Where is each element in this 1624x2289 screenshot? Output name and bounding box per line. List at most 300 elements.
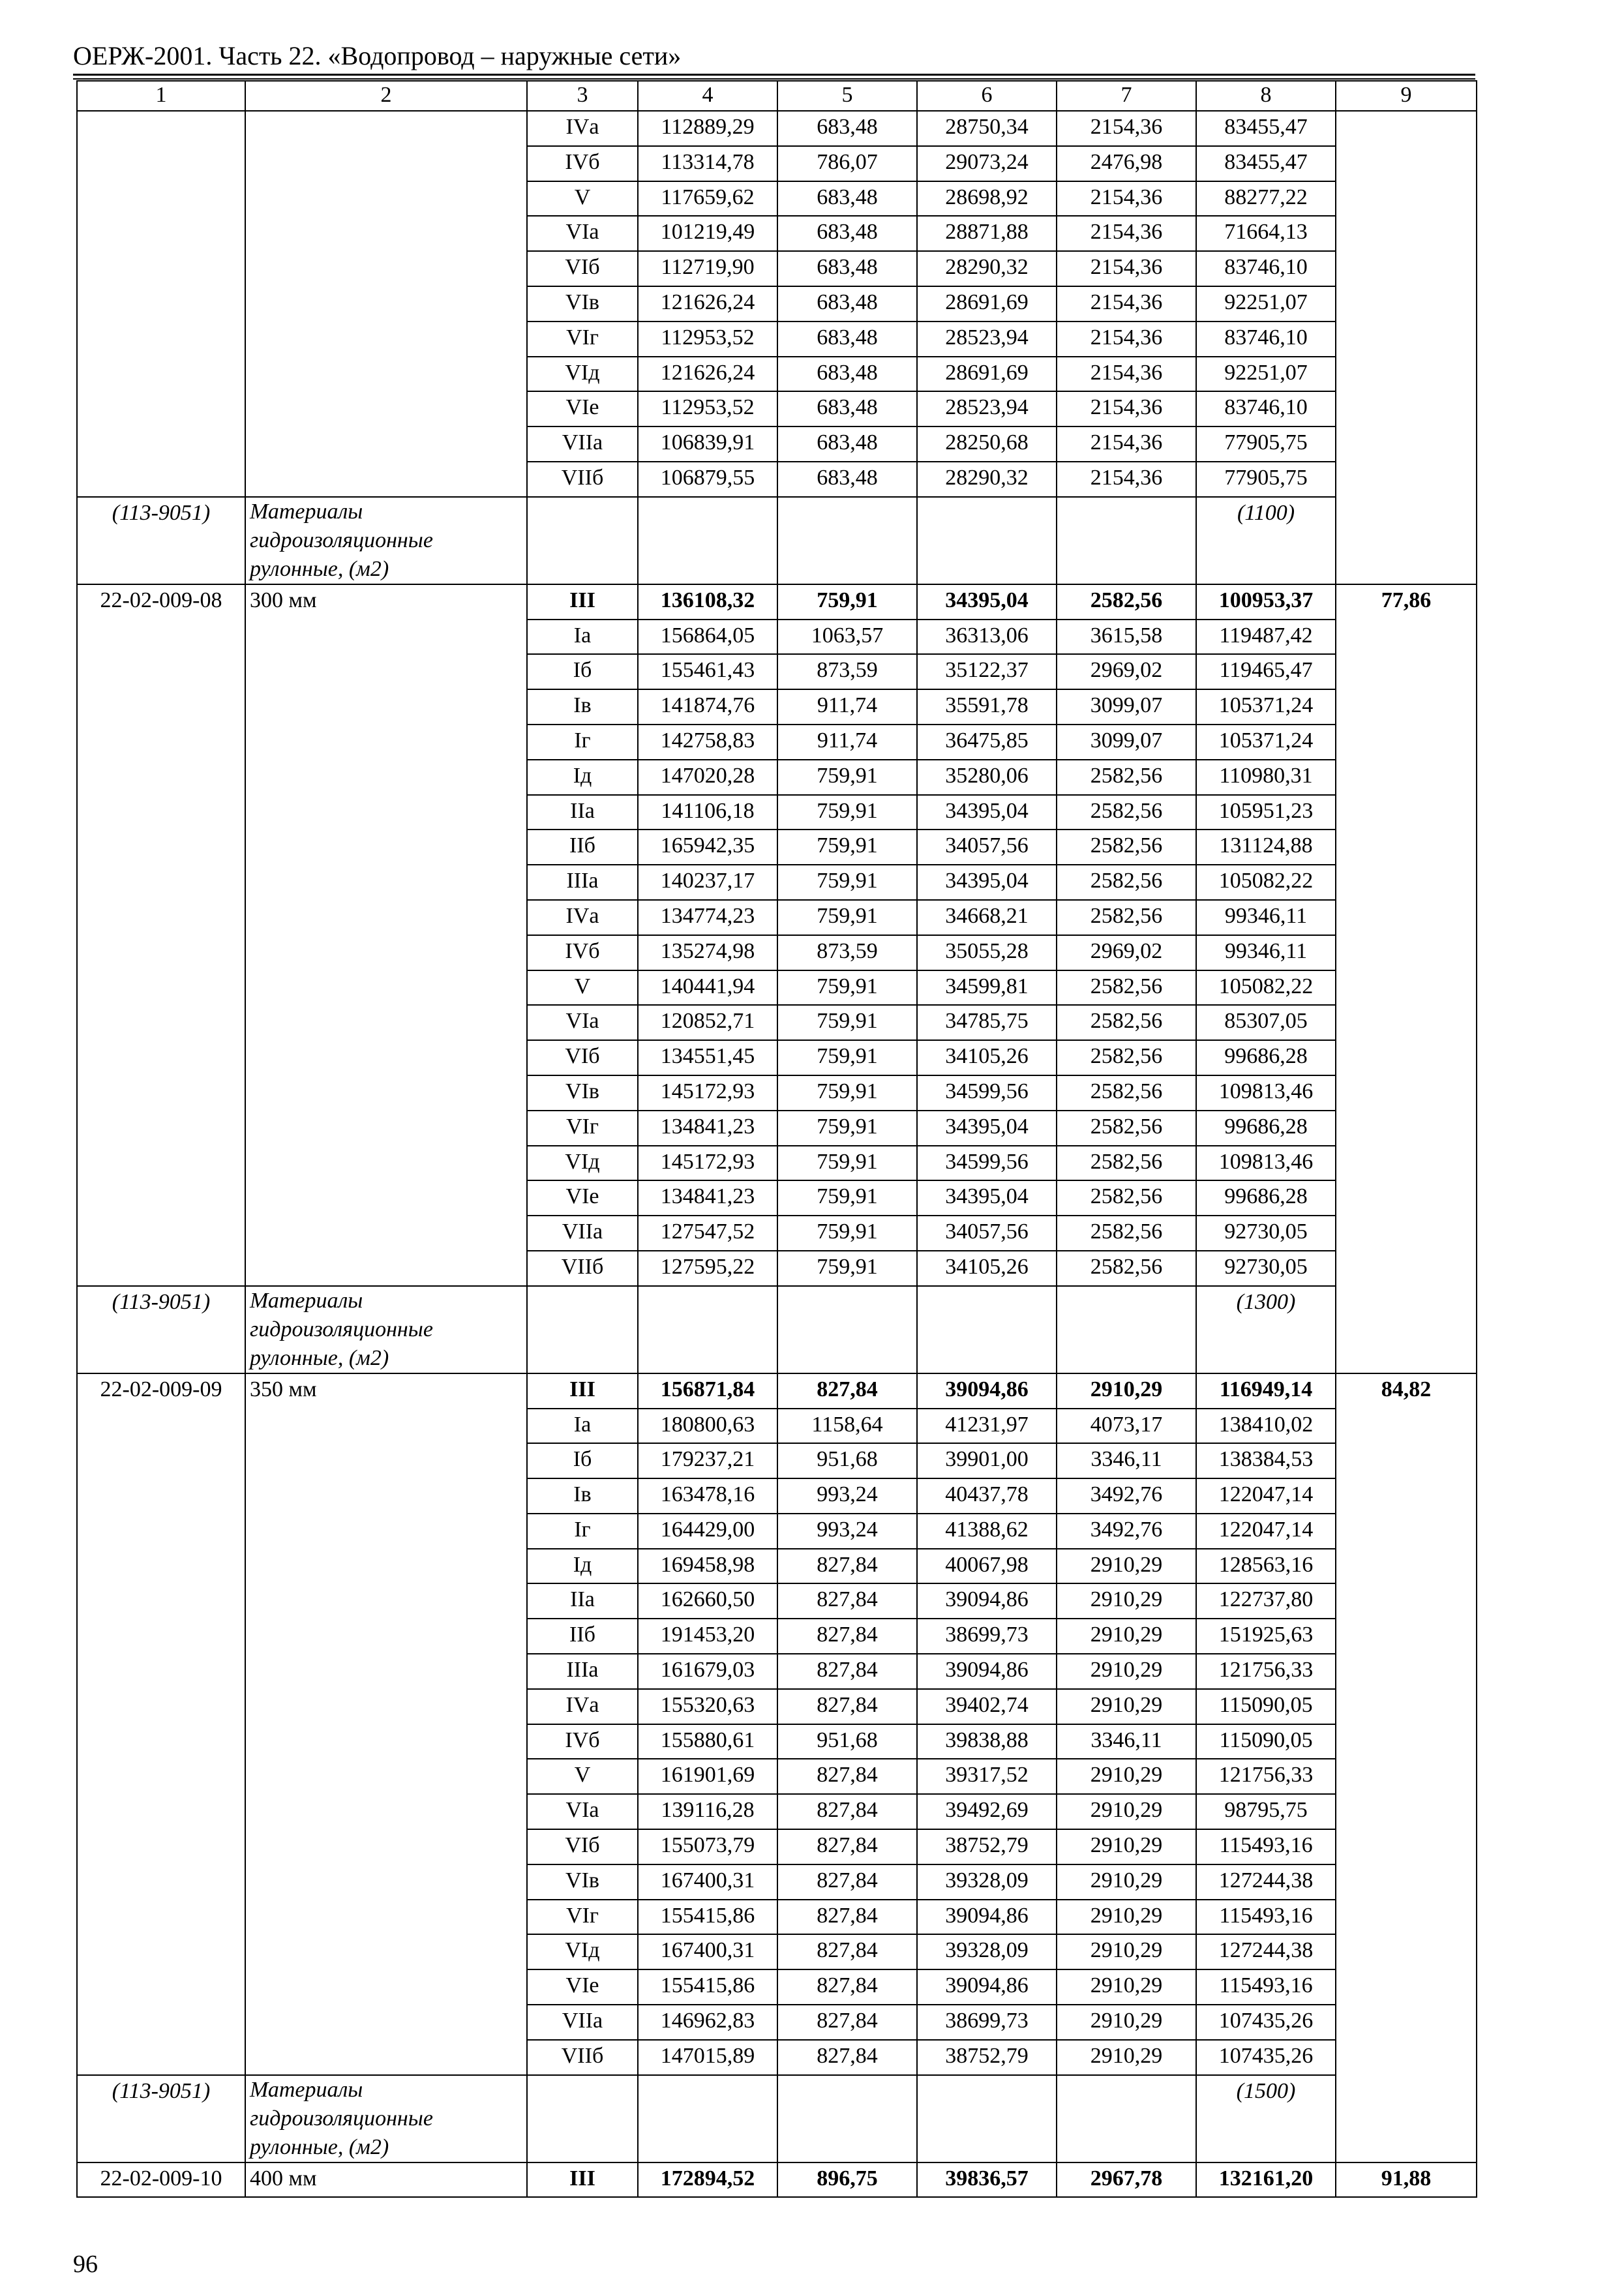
value-cell: 827,84	[777, 1829, 917, 1864]
value-cell: 2582,56	[1057, 584, 1196, 620]
value-cell: 92251,07	[1196, 286, 1336, 322]
empty-cell	[1057, 497, 1196, 584]
value-cell: 127547,52	[638, 1216, 777, 1251]
zone-cell: VIг	[527, 1111, 638, 1146]
value-cell: 141106,18	[638, 795, 777, 830]
value-cell: 112953,52	[638, 322, 777, 357]
value-cell: 115090,05	[1196, 1689, 1336, 1724]
empty-cell	[777, 1286, 917, 1373]
value-cell: 2154,36	[1057, 357, 1196, 392]
value-cell: 99346,11	[1196, 935, 1336, 970]
zone-cell: VIб	[527, 1829, 638, 1864]
value-cell: 155461,43	[638, 654, 777, 689]
value-cell: 2910,29	[1057, 1619, 1196, 1654]
value-cell: 115493,16	[1196, 1900, 1336, 1935]
value-cell: 28750,34	[917, 111, 1057, 146]
value-cell: 180800,63	[638, 1409, 777, 1444]
value-cell: 759,91	[777, 1146, 917, 1181]
value-cell: 3346,11	[1057, 1443, 1196, 1478]
value-cell: 119487,42	[1196, 620, 1336, 655]
zone-cell: IIб	[527, 1619, 638, 1654]
value-cell: 683,48	[777, 462, 917, 497]
value-cell: 28691,69	[917, 357, 1057, 392]
value-cell: 38752,79	[917, 2040, 1057, 2075]
value-cell: 2910,29	[1057, 1654, 1196, 1689]
value-cell: 92730,05	[1196, 1251, 1336, 1286]
value-cell: 2582,56	[1057, 1005, 1196, 1040]
value-cell: 2582,56	[1057, 830, 1196, 865]
value-cell: 162660,50	[638, 1583, 777, 1619]
value-cell: 71664,13	[1196, 216, 1336, 251]
value-cell: 39328,09	[917, 1934, 1057, 1969]
value-cell: 827,84	[777, 1934, 917, 1969]
value-cell: 147015,89	[638, 2040, 777, 2075]
value-cell: 39094,86	[917, 1583, 1057, 1619]
value-cell: 151925,63	[1196, 1619, 1336, 1654]
value-cell: 122047,14	[1196, 1478, 1336, 1514]
value-cell: 683,48	[777, 286, 917, 322]
value-cell: 2582,56	[1057, 1075, 1196, 1111]
value-cell: 34395,04	[917, 795, 1057, 830]
value-cell: 38699,73	[917, 1619, 1057, 1654]
zone-cell: IIа	[527, 795, 638, 830]
value-cell: 827,84	[777, 2040, 917, 2075]
column-number: 6	[917, 81, 1057, 111]
column-number: 5	[777, 81, 917, 111]
zone-cell: Iб	[527, 1443, 638, 1478]
value-cell: 155415,86	[638, 1969, 777, 2005]
value-cell: 40437,78	[917, 1478, 1057, 1514]
value-cell: 116949,14	[1196, 1373, 1336, 1409]
value-cell: 132161,20	[1196, 2162, 1336, 2198]
value-cell: 35122,37	[917, 654, 1057, 689]
value-cell: 39094,86	[917, 1900, 1057, 1935]
value-cell: 34395,04	[917, 865, 1057, 900]
zone-cell: VIе	[527, 391, 638, 426]
zone-cell: IVа	[527, 1689, 638, 1724]
value-cell: 759,91	[777, 584, 917, 620]
position-description: 300 мм	[245, 584, 527, 1286]
zone-cell: III	[527, 584, 638, 620]
value-cell: 83455,47	[1196, 111, 1336, 146]
value-cell: 2582,56	[1057, 970, 1196, 1006]
zone-cell: Iа	[527, 1409, 638, 1444]
value-cell: 2582,56	[1057, 795, 1196, 830]
value-cell: 2582,56	[1057, 1180, 1196, 1216]
table-row	[77, 111, 1477, 146]
value-cell: 98795,75	[1196, 1794, 1336, 1829]
value-cell: 172894,52	[638, 2162, 777, 2198]
value-cell: 28871,88	[917, 216, 1057, 251]
value-cell: 39328,09	[917, 1864, 1057, 1900]
value-cell: 146962,83	[638, 2005, 777, 2040]
value-cell: 39492,69	[917, 1794, 1057, 1829]
value-cell: 109813,46	[1196, 1075, 1336, 1111]
value-cell: 827,84	[777, 1549, 917, 1584]
zone-cell: VIе	[527, 1180, 638, 1216]
value-cell: 28698,92	[917, 181, 1057, 217]
value-cell: 827,84	[777, 1373, 917, 1409]
zone-cell: VIб	[527, 1040, 638, 1075]
zone-cell: V	[527, 970, 638, 1006]
value-cell: 683,48	[777, 322, 917, 357]
value-cell: 140441,94	[638, 970, 777, 1006]
zone-cell: Iг	[527, 1514, 638, 1549]
value-cell: 827,84	[777, 1759, 917, 1794]
value-cell: 951,68	[777, 1443, 917, 1478]
value-cell: 911,74	[777, 725, 917, 760]
value-cell: 83746,10	[1196, 391, 1336, 426]
empty-cell	[1057, 2075, 1196, 2162]
value-cell: 39836,57	[917, 2162, 1057, 2198]
zone-cell: Iа	[527, 620, 638, 655]
value-cell: 759,91	[777, 830, 917, 865]
value-cell: 35280,06	[917, 760, 1057, 795]
value-cell: 122737,80	[1196, 1583, 1336, 1619]
value-cell: 28523,94	[917, 391, 1057, 426]
empty-cell	[527, 497, 638, 584]
value-cell: 786,07	[777, 146, 917, 181]
value-cell: 34785,75	[917, 1005, 1057, 1040]
material-row	[77, 1286, 1477, 1373]
empty-cell	[777, 497, 917, 584]
empty-cell	[1057, 1286, 1196, 1373]
value-cell: 39402,74	[917, 1689, 1057, 1724]
zone-cell: VIе	[527, 1969, 638, 2005]
value-cell: 134774,23	[638, 900, 777, 935]
value-cell: 2967,78	[1057, 2162, 1196, 2198]
value-cell: 156864,05	[638, 620, 777, 655]
labor-cost-cell: 84,82	[1336, 1373, 1477, 2162]
zone-cell: VIв	[527, 286, 638, 322]
material-description: Материалы гидроизоляционные рулонные, (м2)	[245, 2075, 527, 2162]
value-cell: 759,91	[777, 1005, 917, 1040]
value-cell: 2910,29	[1057, 1583, 1196, 1619]
header-rule	[73, 74, 1475, 76]
header-rule-thin	[73, 78, 1475, 80]
value-cell: 145172,93	[638, 1075, 777, 1111]
value-cell: 34057,56	[917, 1216, 1057, 1251]
zone-cell: V	[527, 1759, 638, 1794]
value-cell: 99686,28	[1196, 1040, 1336, 1075]
value-cell: 2154,36	[1057, 322, 1196, 357]
value-cell: 140237,17	[638, 865, 777, 900]
material-row	[77, 2075, 1477, 2162]
empty-cell	[638, 2075, 777, 2162]
value-cell: 2154,36	[1057, 216, 1196, 251]
material-quantity: (1500)	[1196, 2075, 1336, 2162]
value-cell: 112953,52	[638, 391, 777, 426]
zone-cell: IIIа	[527, 1654, 638, 1689]
value-cell: 4073,17	[1057, 1409, 1196, 1444]
value-cell: 128563,16	[1196, 1549, 1336, 1584]
value-cell: 34599,81	[917, 970, 1057, 1006]
value-cell: 39094,86	[917, 1969, 1057, 2005]
zone-cell: IVб	[527, 1724, 638, 1759]
zone-cell: III	[527, 2162, 638, 2198]
value-cell: 2476,98	[1057, 146, 1196, 181]
value-cell: 873,59	[777, 935, 917, 970]
value-cell: 122047,14	[1196, 1514, 1336, 1549]
value-cell: 39094,86	[917, 1654, 1057, 1689]
value-cell: 993,24	[777, 1478, 917, 1514]
column-number: 4	[638, 81, 777, 111]
zone-cell: VIд	[527, 1146, 638, 1181]
zone-cell: Iб	[527, 654, 638, 689]
position-description: 350 мм	[245, 1373, 527, 2075]
page-header: ОЕРЖ-2001. Часть 22. «Водопровод – наружные сети»	[73, 41, 682, 70]
value-cell: 105371,24	[1196, 689, 1336, 725]
value-cell: 2910,29	[1057, 2005, 1196, 2040]
value-cell: 29073,24	[917, 146, 1057, 181]
value-cell: 107435,26	[1196, 2040, 1336, 2075]
value-cell: 112719,90	[638, 251, 777, 286]
value-cell: 759,91	[777, 1111, 917, 1146]
zone-cell: IVа	[527, 111, 638, 146]
zone-cell: VIг	[527, 1900, 638, 1935]
value-cell: 39317,52	[917, 1759, 1057, 1794]
value-cell: 827,84	[777, 1619, 917, 1654]
column-number: 9	[1336, 81, 1477, 111]
value-cell: 2154,36	[1057, 111, 1196, 146]
value-cell: 3099,07	[1057, 725, 1196, 760]
column-number: 3	[527, 81, 638, 111]
material-description: Материалы гидроизоляционные рулонные, (м2)	[245, 497, 527, 584]
value-cell: 136108,32	[638, 584, 777, 620]
value-cell: 3099,07	[1057, 689, 1196, 725]
value-cell: 1063,57	[777, 620, 917, 655]
value-cell: 38699,73	[917, 2005, 1057, 2040]
zone-cell: IIIа	[527, 865, 638, 900]
value-cell: 827,84	[777, 1654, 917, 1689]
zone-cell: VIIа	[527, 2005, 638, 2040]
value-cell: 3492,76	[1057, 1478, 1196, 1514]
value-cell: 1158,64	[777, 1409, 917, 1444]
value-cell: 138384,53	[1196, 1443, 1336, 1478]
value-cell: 134841,23	[638, 1180, 777, 1216]
value-cell: 2910,29	[1057, 1373, 1196, 1409]
value-cell: 2154,36	[1057, 391, 1196, 426]
material-quantity: (1100)	[1196, 497, 1336, 584]
value-cell: 2582,56	[1057, 1216, 1196, 1251]
zone-cell: IIб	[527, 830, 638, 865]
value-cell: 2154,36	[1057, 426, 1196, 462]
zone-cell: VIг	[527, 322, 638, 357]
value-cell: 759,91	[777, 1180, 917, 1216]
value-cell: 155073,79	[638, 1829, 777, 1864]
value-cell: 896,75	[777, 2162, 917, 2198]
value-cell: 141874,76	[638, 689, 777, 725]
value-cell: 147020,28	[638, 760, 777, 795]
value-cell: 35591,78	[917, 689, 1057, 725]
labor-cost-cell: 77,86	[1336, 584, 1477, 1373]
value-cell: 827,84	[777, 1583, 917, 1619]
value-cell: 759,91	[777, 1040, 917, 1075]
value-cell: 3492,76	[1057, 1514, 1196, 1549]
empty-cell	[917, 2075, 1057, 2162]
value-cell: 2154,36	[1057, 181, 1196, 217]
value-cell: 155415,86	[638, 1900, 777, 1935]
zone-cell: III	[527, 1373, 638, 1409]
value-cell: 119465,47	[1196, 654, 1336, 689]
value-cell: 2910,29	[1057, 1900, 1196, 1935]
empty-cell	[527, 1286, 638, 1373]
value-cell: 99686,28	[1196, 1180, 1336, 1216]
value-cell: 2582,56	[1057, 865, 1196, 900]
value-cell: 135274,98	[638, 935, 777, 970]
zone-cell: VIIа	[527, 426, 638, 462]
empty-cell	[638, 1286, 777, 1373]
labor-cost-cell	[1336, 111, 1477, 584]
value-cell: 759,91	[777, 970, 917, 1006]
zone-cell: VIIб	[527, 462, 638, 497]
value-cell: 167400,31	[638, 1864, 777, 1900]
value-cell: 683,48	[777, 181, 917, 217]
value-cell: 38752,79	[917, 1829, 1057, 1864]
value-cell: 34668,21	[917, 900, 1057, 935]
value-cell: 3346,11	[1057, 1724, 1196, 1759]
value-cell: 115493,16	[1196, 1829, 1336, 1864]
value-cell: 121626,24	[638, 286, 777, 322]
value-cell: 138410,02	[1196, 1409, 1336, 1444]
value-cell: 92730,05	[1196, 1216, 1336, 1251]
zone-cell: Iв	[527, 1478, 638, 1514]
value-cell: 117659,62	[638, 181, 777, 217]
value-cell: 107435,26	[1196, 2005, 1336, 2040]
value-cell: 827,84	[777, 2005, 917, 2040]
value-cell: 39094,86	[917, 1373, 1057, 1409]
value-cell: 165942,35	[638, 830, 777, 865]
value-cell: 2582,56	[1057, 900, 1196, 935]
value-cell: 164429,00	[638, 1514, 777, 1549]
empty-cell	[917, 1286, 1057, 1373]
zone-cell: VIв	[527, 1864, 638, 1900]
zone-cell: VIа	[527, 1794, 638, 1829]
material-code: (113-9051)	[77, 497, 245, 584]
column-number-row	[77, 81, 1477, 111]
zone-cell: VIа	[527, 1005, 638, 1040]
value-cell: 39901,00	[917, 1443, 1057, 1478]
value-cell: 99686,28	[1196, 1111, 1336, 1146]
zone-cell: IVб	[527, 146, 638, 181]
zone-cell: VIв	[527, 1075, 638, 1111]
value-cell: 951,68	[777, 1724, 917, 1759]
value-cell: 127244,38	[1196, 1864, 1336, 1900]
value-cell: 2910,29	[1057, 1969, 1196, 2005]
value-cell: 139116,28	[638, 1794, 777, 1829]
value-cell: 167400,31	[638, 1934, 777, 1969]
value-cell: 2582,56	[1057, 760, 1196, 795]
value-cell: 41388,62	[917, 1514, 1057, 1549]
value-cell: 2582,56	[1057, 1146, 1196, 1181]
value-cell: 77905,75	[1196, 426, 1336, 462]
value-cell: 161901,69	[638, 1759, 777, 1794]
zone-cell: Iг	[527, 725, 638, 760]
value-cell: 155880,61	[638, 1724, 777, 1759]
value-cell: 683,48	[777, 251, 917, 286]
zone-cell: VIIб	[527, 1251, 638, 1286]
value-cell: 110980,31	[1196, 760, 1336, 795]
value-cell: 2969,02	[1057, 935, 1196, 970]
zone-cell: IIа	[527, 1583, 638, 1619]
empty-cell	[777, 2075, 917, 2162]
value-cell: 28523,94	[917, 322, 1057, 357]
value-cell: 34395,04	[917, 584, 1057, 620]
value-cell: 34395,04	[917, 1180, 1057, 1216]
column-number: 8	[1196, 81, 1336, 111]
value-cell: 142758,83	[638, 725, 777, 760]
material-description: Материалы гидроизоляционные рулонные, (м2)	[245, 1286, 527, 1373]
value-cell: 759,91	[777, 795, 917, 830]
value-cell: 134841,23	[638, 1111, 777, 1146]
table-row	[77, 2162, 1477, 2198]
value-cell: 115493,16	[1196, 1969, 1336, 2005]
value-cell: 161679,03	[638, 1654, 777, 1689]
zone-cell: VIIа	[527, 1216, 638, 1251]
value-cell: 683,48	[777, 357, 917, 392]
value-cell: 873,59	[777, 654, 917, 689]
value-cell: 155320,63	[638, 1689, 777, 1724]
value-cell: 34105,26	[917, 1251, 1057, 1286]
value-cell: 127244,38	[1196, 1934, 1336, 1969]
value-cell: 683,48	[777, 111, 917, 146]
value-cell: 83746,10	[1196, 251, 1336, 286]
value-cell: 2969,02	[1057, 654, 1196, 689]
value-cell: 827,84	[777, 1900, 917, 1935]
value-cell: 759,91	[777, 1251, 917, 1286]
price-table	[76, 80, 1477, 2198]
value-cell: 35055,28	[917, 935, 1057, 970]
table-row	[77, 1373, 1477, 1409]
value-cell: 39838,88	[917, 1724, 1057, 1759]
value-cell: 120852,71	[638, 1005, 777, 1040]
zone-cell: VIд	[527, 1934, 638, 1969]
value-cell: 105371,24	[1196, 725, 1336, 760]
value-cell: 683,48	[777, 216, 917, 251]
value-cell: 34105,26	[917, 1040, 1057, 1075]
value-cell: 3615,58	[1057, 620, 1196, 655]
value-cell: 105082,22	[1196, 970, 1336, 1006]
value-cell: 156871,84	[638, 1373, 777, 1409]
value-cell: 88277,22	[1196, 181, 1336, 217]
zone-cell: VIа	[527, 216, 638, 251]
value-cell: 85307,05	[1196, 1005, 1336, 1040]
value-cell: 2910,29	[1057, 1759, 1196, 1794]
value-cell: 121626,24	[638, 357, 777, 392]
value-cell: 683,48	[777, 391, 917, 426]
value-cell: 115090,05	[1196, 1724, 1336, 1759]
value-cell: 2154,36	[1057, 462, 1196, 497]
value-cell: 759,91	[777, 1075, 917, 1111]
value-cell: 34599,56	[917, 1075, 1057, 1111]
value-cell: 2582,56	[1057, 1040, 1196, 1075]
column-number: 7	[1057, 81, 1196, 111]
page-number: 96	[73, 2251, 98, 2278]
value-cell: 2910,29	[1057, 1794, 1196, 1829]
position-code: 22-02-009-08	[77, 584, 245, 1286]
value-cell: 2154,36	[1057, 251, 1196, 286]
value-cell: 101219,49	[638, 216, 777, 251]
value-cell: 2910,29	[1057, 1934, 1196, 1969]
table-row	[77, 584, 1477, 620]
value-cell: 169458,98	[638, 1549, 777, 1584]
value-cell: 191453,20	[638, 1619, 777, 1654]
value-cell: 911,74	[777, 689, 917, 725]
value-cell: 109813,46	[1196, 1146, 1336, 1181]
value-cell: 34057,56	[917, 830, 1057, 865]
value-cell: 121756,33	[1196, 1654, 1336, 1689]
value-cell: 36313,06	[917, 620, 1057, 655]
